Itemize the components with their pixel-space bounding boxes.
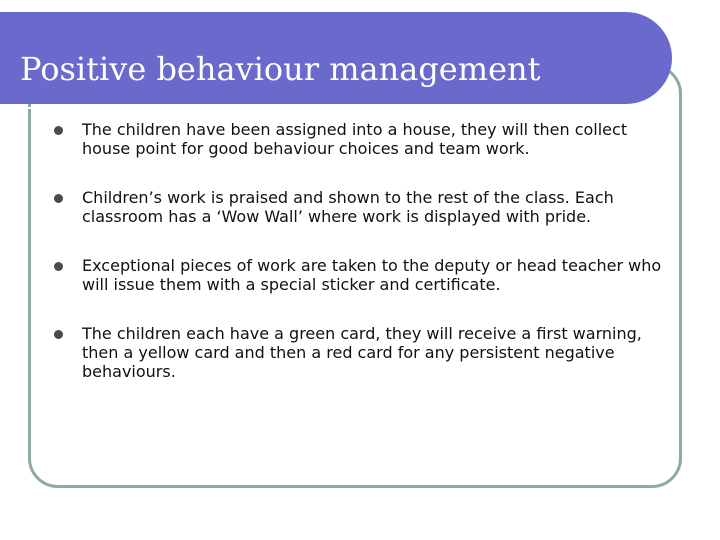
bullet-text: Exceptional pieces of work are taken to the deputy or head teacher who will issue them with a special sticker and certificate. <box>82 256 662 294</box>
bullet-text: The children each have a green card, they will receive a first warning, then a yellow card and then a red card for any persistent negative behaviours. <box>82 324 642 381</box>
bullet-dot-icon <box>54 262 63 271</box>
bullet-item <box>52 188 664 226</box>
bullet-text: The children have been assigned into a house, they will then collect house point for good behaviour choices and team work. <box>82 120 628 158</box>
title-underline <box>18 107 636 109</box>
title-bar <box>0 12 672 104</box>
bullet-text: Children’s work is praised and shown to the rest of the class. Each classroom has a ‘Wow Wall’ where work is displayed with pride. <box>82 188 614 226</box>
bullet-item <box>52 120 664 158</box>
bullet-dot-icon <box>54 126 63 135</box>
bullet-list <box>52 120 664 411</box>
bullet-item <box>52 324 664 381</box>
slide-title: Positive behaviour management <box>20 50 541 88</box>
bullet-dot-icon <box>54 330 63 339</box>
bullet-item <box>52 256 664 294</box>
bullet-dot-icon <box>54 194 63 203</box>
